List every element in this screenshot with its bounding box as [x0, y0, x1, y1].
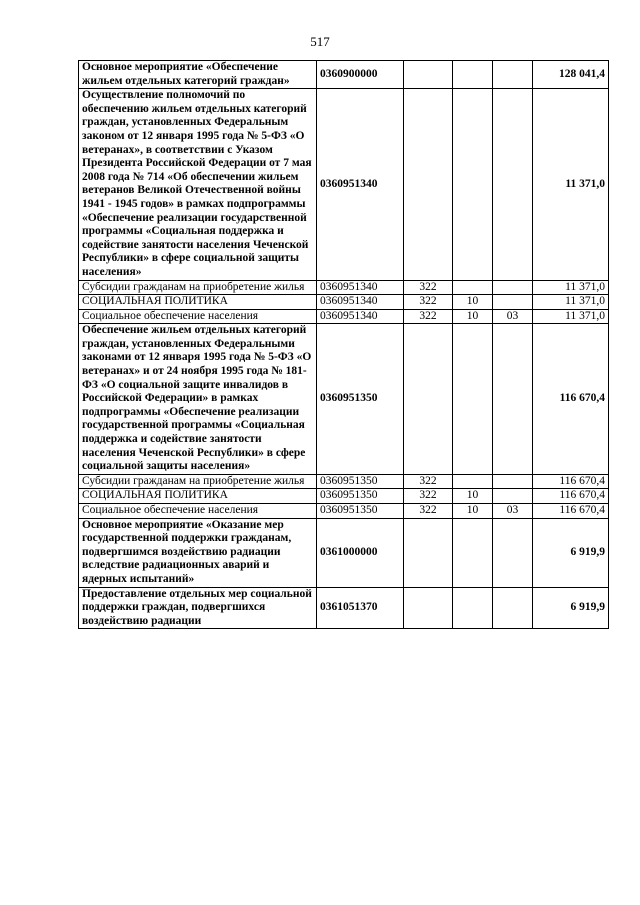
- page-number: 517: [310, 34, 330, 49]
- cell-pr: [493, 61, 533, 89]
- cell-rz: [453, 280, 493, 295]
- cell-rz: [453, 89, 493, 280]
- cell-name: Основное мероприятие «Обеспечение жильем отдельных категорий граждан»: [79, 61, 317, 89]
- cell-rz: 10: [453, 295, 493, 310]
- cell-pr: 03: [493, 309, 533, 324]
- cell-vr: [404, 61, 453, 89]
- cell-vr: [404, 518, 453, 587]
- table-row: [79, 280, 609, 295]
- cell-code: 0361051370: [317, 587, 404, 629]
- cell-code: 0361000000: [317, 518, 404, 587]
- cell-code: 0360951350: [317, 324, 404, 475]
- table-row: [79, 324, 609, 475]
- cell-vr: [404, 89, 453, 280]
- table-row: [79, 518, 609, 587]
- budget-table: [78, 60, 609, 629]
- cell-pr: 03: [493, 504, 533, 519]
- table-row: [79, 504, 609, 519]
- table-row: [79, 295, 609, 310]
- cell-pr: [493, 280, 533, 295]
- cell-name: Основное мероприятие «Оказание мер государственной поддержки гражданам, подвергшимся воздействию радиации вследствие радиационных аварий и ядерных испытаний»: [79, 518, 317, 587]
- cell-pr: [493, 295, 533, 310]
- cell-sum: 11 371,0: [533, 280, 609, 295]
- cell-sum: 116 670,4: [533, 504, 609, 519]
- cell-code: 0360951350: [317, 489, 404, 504]
- cell-code: 0360951340: [317, 89, 404, 280]
- cell-name: Социальное обеспечение населения: [79, 504, 317, 519]
- cell-name: СОЦИАЛЬНАЯ ПОЛИТИКА: [79, 489, 317, 504]
- cell-vr: 322: [404, 504, 453, 519]
- table-row: [79, 89, 609, 280]
- cell-rz: [453, 518, 493, 587]
- cell-name: Обеспечение жильем отдельных категорий граждан, установленных Федеральными законами от 12 января 1995 года № 5-ФЗ «О ветеранах» и от 24 ноября 1995 года № 181-ФЗ «О социальной защите инвалидов в Российской Федерации» в рамках подпрограммы «Обеспечение реализации государственной программы «Социальная поддержка и содействие занятости населения Чеченской Республики» в сфере социальной защиты населения»: [79, 324, 317, 475]
- cell-code: 0360951350: [317, 474, 404, 489]
- cell-pr: [493, 474, 533, 489]
- cell-vr: 322: [404, 295, 453, 310]
- cell-vr: 322: [404, 489, 453, 504]
- cell-code: 0360900000: [317, 61, 404, 89]
- table-row: [79, 309, 609, 324]
- cell-sum: 11 371,0: [533, 89, 609, 280]
- cell-code: 0360951350: [317, 504, 404, 519]
- table-row: [79, 61, 609, 89]
- cell-sum: 6 919,9: [533, 518, 609, 587]
- cell-rz: 10: [453, 309, 493, 324]
- cell-vr: 322: [404, 309, 453, 324]
- cell-name: СОЦИАЛЬНАЯ ПОЛИТИКА: [79, 295, 317, 310]
- cell-pr: [493, 489, 533, 504]
- cell-name: Субсидии гражданам на приобретение жилья: [79, 280, 317, 295]
- cell-name: Субсидии гражданам на приобретение жилья: [79, 474, 317, 489]
- cell-rz: [453, 61, 493, 89]
- cell-pr: [493, 518, 533, 587]
- cell-sum: 116 670,4: [533, 489, 609, 504]
- cell-sum: 128 041,4: [533, 61, 609, 89]
- cell-sum: 116 670,4: [533, 324, 609, 475]
- cell-vr: 322: [404, 280, 453, 295]
- cell-sum: 11 371,0: [533, 309, 609, 324]
- cell-pr: [493, 324, 533, 475]
- cell-vr: [404, 587, 453, 629]
- cell-pr: [493, 587, 533, 629]
- cell-sum: 116 670,4: [533, 474, 609, 489]
- cell-vr: [404, 324, 453, 475]
- cell-sum: 6 919,9: [533, 587, 609, 629]
- cell-code: 0360951340: [317, 295, 404, 310]
- cell-sum: 11 371,0: [533, 295, 609, 310]
- cell-rz: [453, 474, 493, 489]
- cell-rz: 10: [453, 489, 493, 504]
- cell-rz: [453, 587, 493, 629]
- cell-rz: 10: [453, 504, 493, 519]
- table-row: [79, 587, 609, 629]
- cell-code: 0360951340: [317, 309, 404, 324]
- cell-vr: 322: [404, 474, 453, 489]
- table-row: [79, 474, 609, 489]
- cell-code: 0360951340: [317, 280, 404, 295]
- table-row: [79, 489, 609, 504]
- cell-pr: [493, 89, 533, 280]
- cell-name: Предоставление отдельных мер социальной поддержки граждан, подвергшихся воздействию радиации: [79, 587, 317, 629]
- cell-name: Осуществление полномочий по обеспечению жильем отдельных категорий граждан, установленных Федеральным законом от 12 января 1995 года № 5-ФЗ «О ветеранах», в соответствии с Указом Президента Российской Федерации от 7 мая 2008 года № 714 «Об обеспечении жильем ветеранов Великой Отечественной войны 1941 - 1945 годов» в рамках подпрограммы «Обеспечение реализации государственной программы «Социальная поддержка и содействие занятости населения Чеченской Республики» в сфере социальной защиты населения»: [79, 89, 317, 280]
- cell-name: Социальное обеспечение населения: [79, 309, 317, 324]
- cell-rz: [453, 324, 493, 475]
